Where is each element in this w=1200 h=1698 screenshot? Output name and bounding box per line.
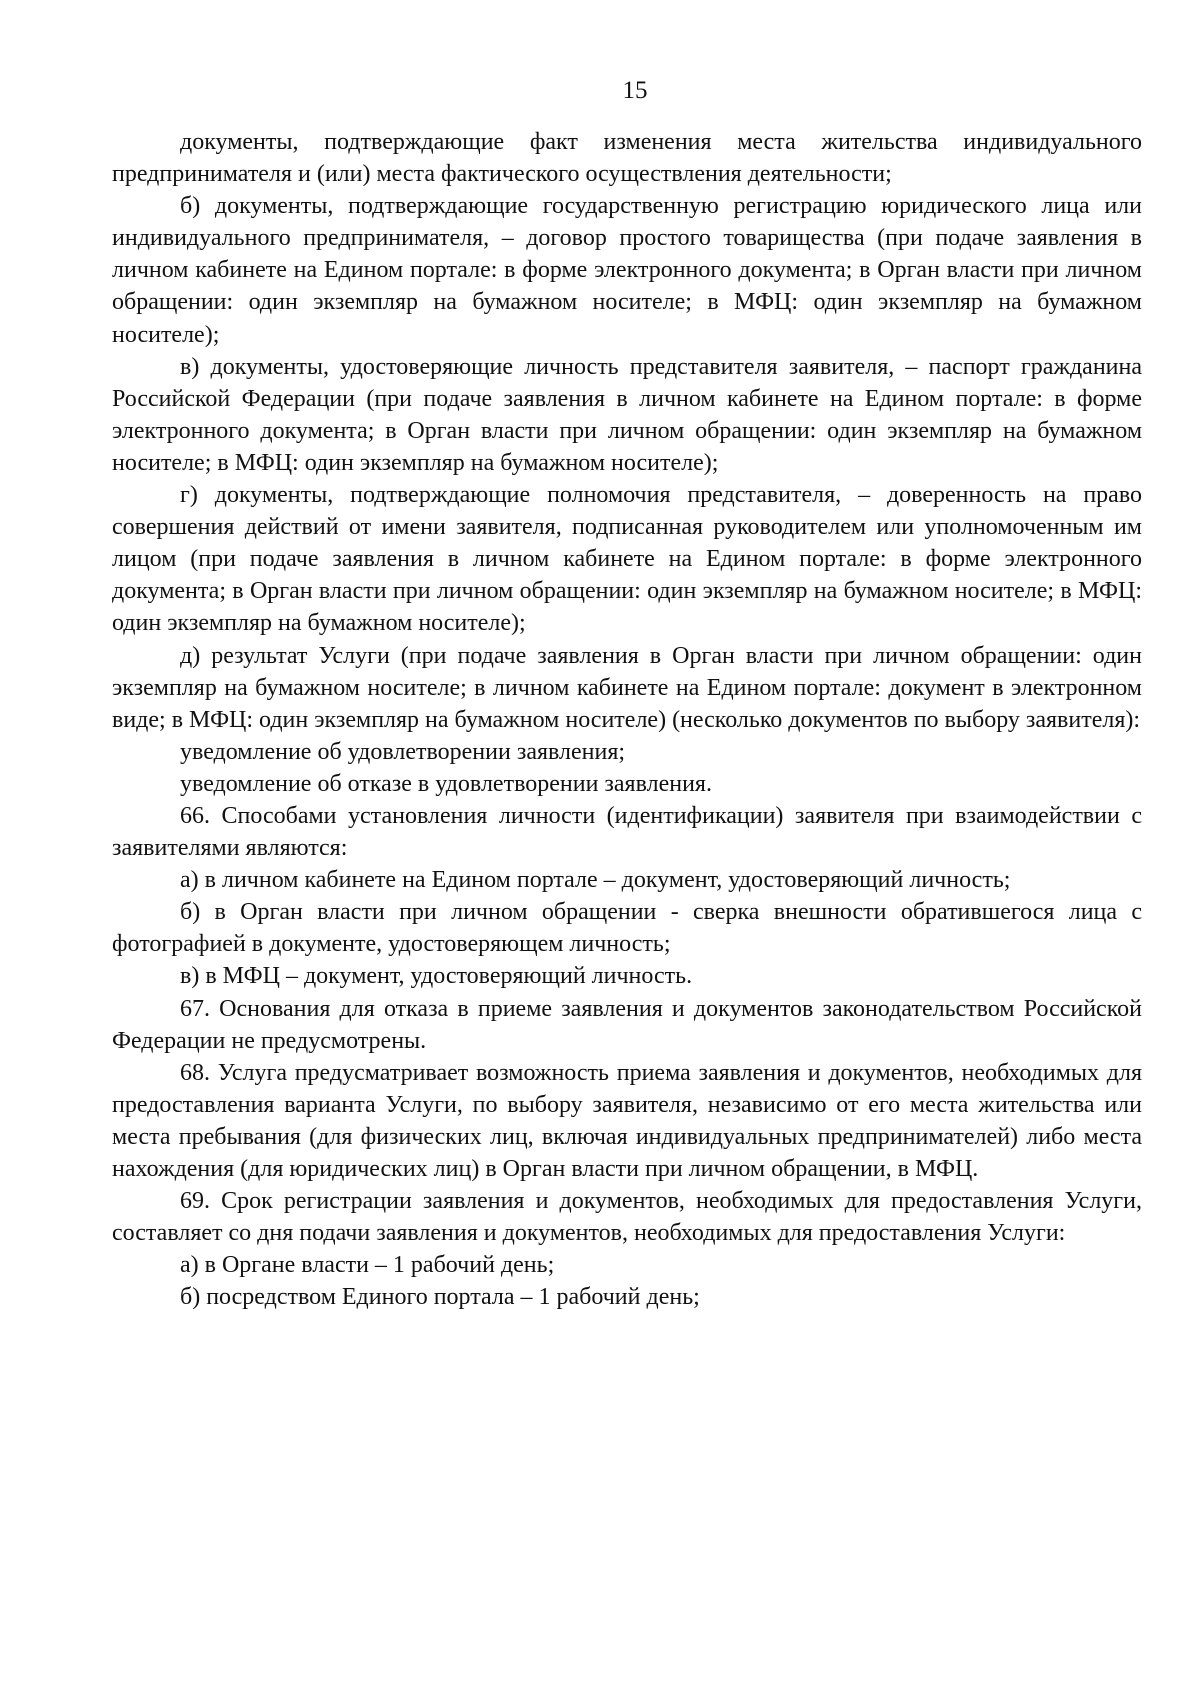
document-body xyxy=(112,126,1142,1313)
paragraph-69-b: б) посредством Единого портала – 1 рабочий день; xyxy=(180,1284,700,1311)
paragraph-66-a: а) в личном кабинете на Едином портале – документ, удостоверяющий личность; xyxy=(180,867,1011,894)
paragraph-66-v: в) в МФЦ – документ, удостоверяющий личность. xyxy=(180,963,693,990)
paragraph-69: 69. Срок регистрации заявления и документов, необходимых для предоставления Услуги, составляет со дня подачи заявления и документов, необходимых для предоставления Услуги: xyxy=(112,1188,1142,1247)
paragraph-item-d: д) результат Услуги (при подаче заявления в Орган власти при личном обращении: один экземпляр на бумажном носителе; в личном кабинете на Едином портале: документ в электронном виде; в МФЦ: один экземпляр на бумажном носителе) (несколько документов по выбору заявителя): xyxy=(112,642,1142,733)
paragraph-item-b: б) документы, подтверждающие государственную регистрацию юридического лица или индивидуального предпринимателя, – договор простого товарищества (при подаче заявления в личном кабинете на Едином портале: в форме электронного документа; в Орган власти при личном обращении: один экземпляр на бумажном носителе; в МФЦ: один экземпляр на бумажном носителе); xyxy=(112,193,1142,348)
paragraph-item-g: г) документы, подтверждающие полномочия представителя, – доверенность на право совершения действий от имени заявителя, подписанная руководителем или уполномоченным им лицом (при подаче заявления в личном кабинете на Едином портале: в форме электронного документа; в Орган власти при личном обращении: один экземпляр на бумажном носителе; в МФЦ: один экземпляр на бумажном носителе); xyxy=(112,482,1142,637)
page-number: 15 xyxy=(622,77,648,104)
paragraph-67: 67. Основания для отказа в приеме заявления и документов законодательством Российской Федерации не предусмотрены. xyxy=(112,995,1142,1054)
paragraph-69-a: а) в Органе власти – 1 рабочий день; xyxy=(180,1252,555,1279)
paragraph-68: 68. Услуга предусматривает возможность приема заявления и документов, необходимых для предоставления варианта Услуги, по выбору заявителя, независимо от его места жительства или места пребывания (для физических лиц, включая индивидуальных предпринимателей) либо места нахождения (для юридических лиц) в Орган власти при личном обращении, в МФЦ. xyxy=(112,1059,1142,1182)
paragraph-66-b: б) в Орган власти при личном обращении - сверка внешности обратившегося лица с фотографией в документе, удостоверяющем личность; xyxy=(112,899,1142,958)
paragraph-item-v: в) документы, удостоверяющие личность представителя заявителя, – паспорт гражданина Российской Федерации (при подаче заявления в личном кабинете на Едином портале: в форме электронного документа; в Орган власти при личном обращении: один экземпляр на бумажном носителе; в МФЦ: один экземпляр на бумажном носителе); xyxy=(112,353,1142,476)
paragraph-notice-approval: уведомление об удовлетворении заявления; xyxy=(180,738,626,765)
paragraph-66: 66. Способами установления личности (идентификации) заявителя при взаимодействии с заявителями являются: xyxy=(112,802,1142,862)
paragraph-notice-refusal: уведомление об отказе в удовлетворении заявления. xyxy=(180,770,712,797)
paragraph-continuation: документы, подтверждающие факт изменения места жительства индивидуального предпринимателя и (или) места фактического осуществления деятельности; xyxy=(112,129,1142,188)
